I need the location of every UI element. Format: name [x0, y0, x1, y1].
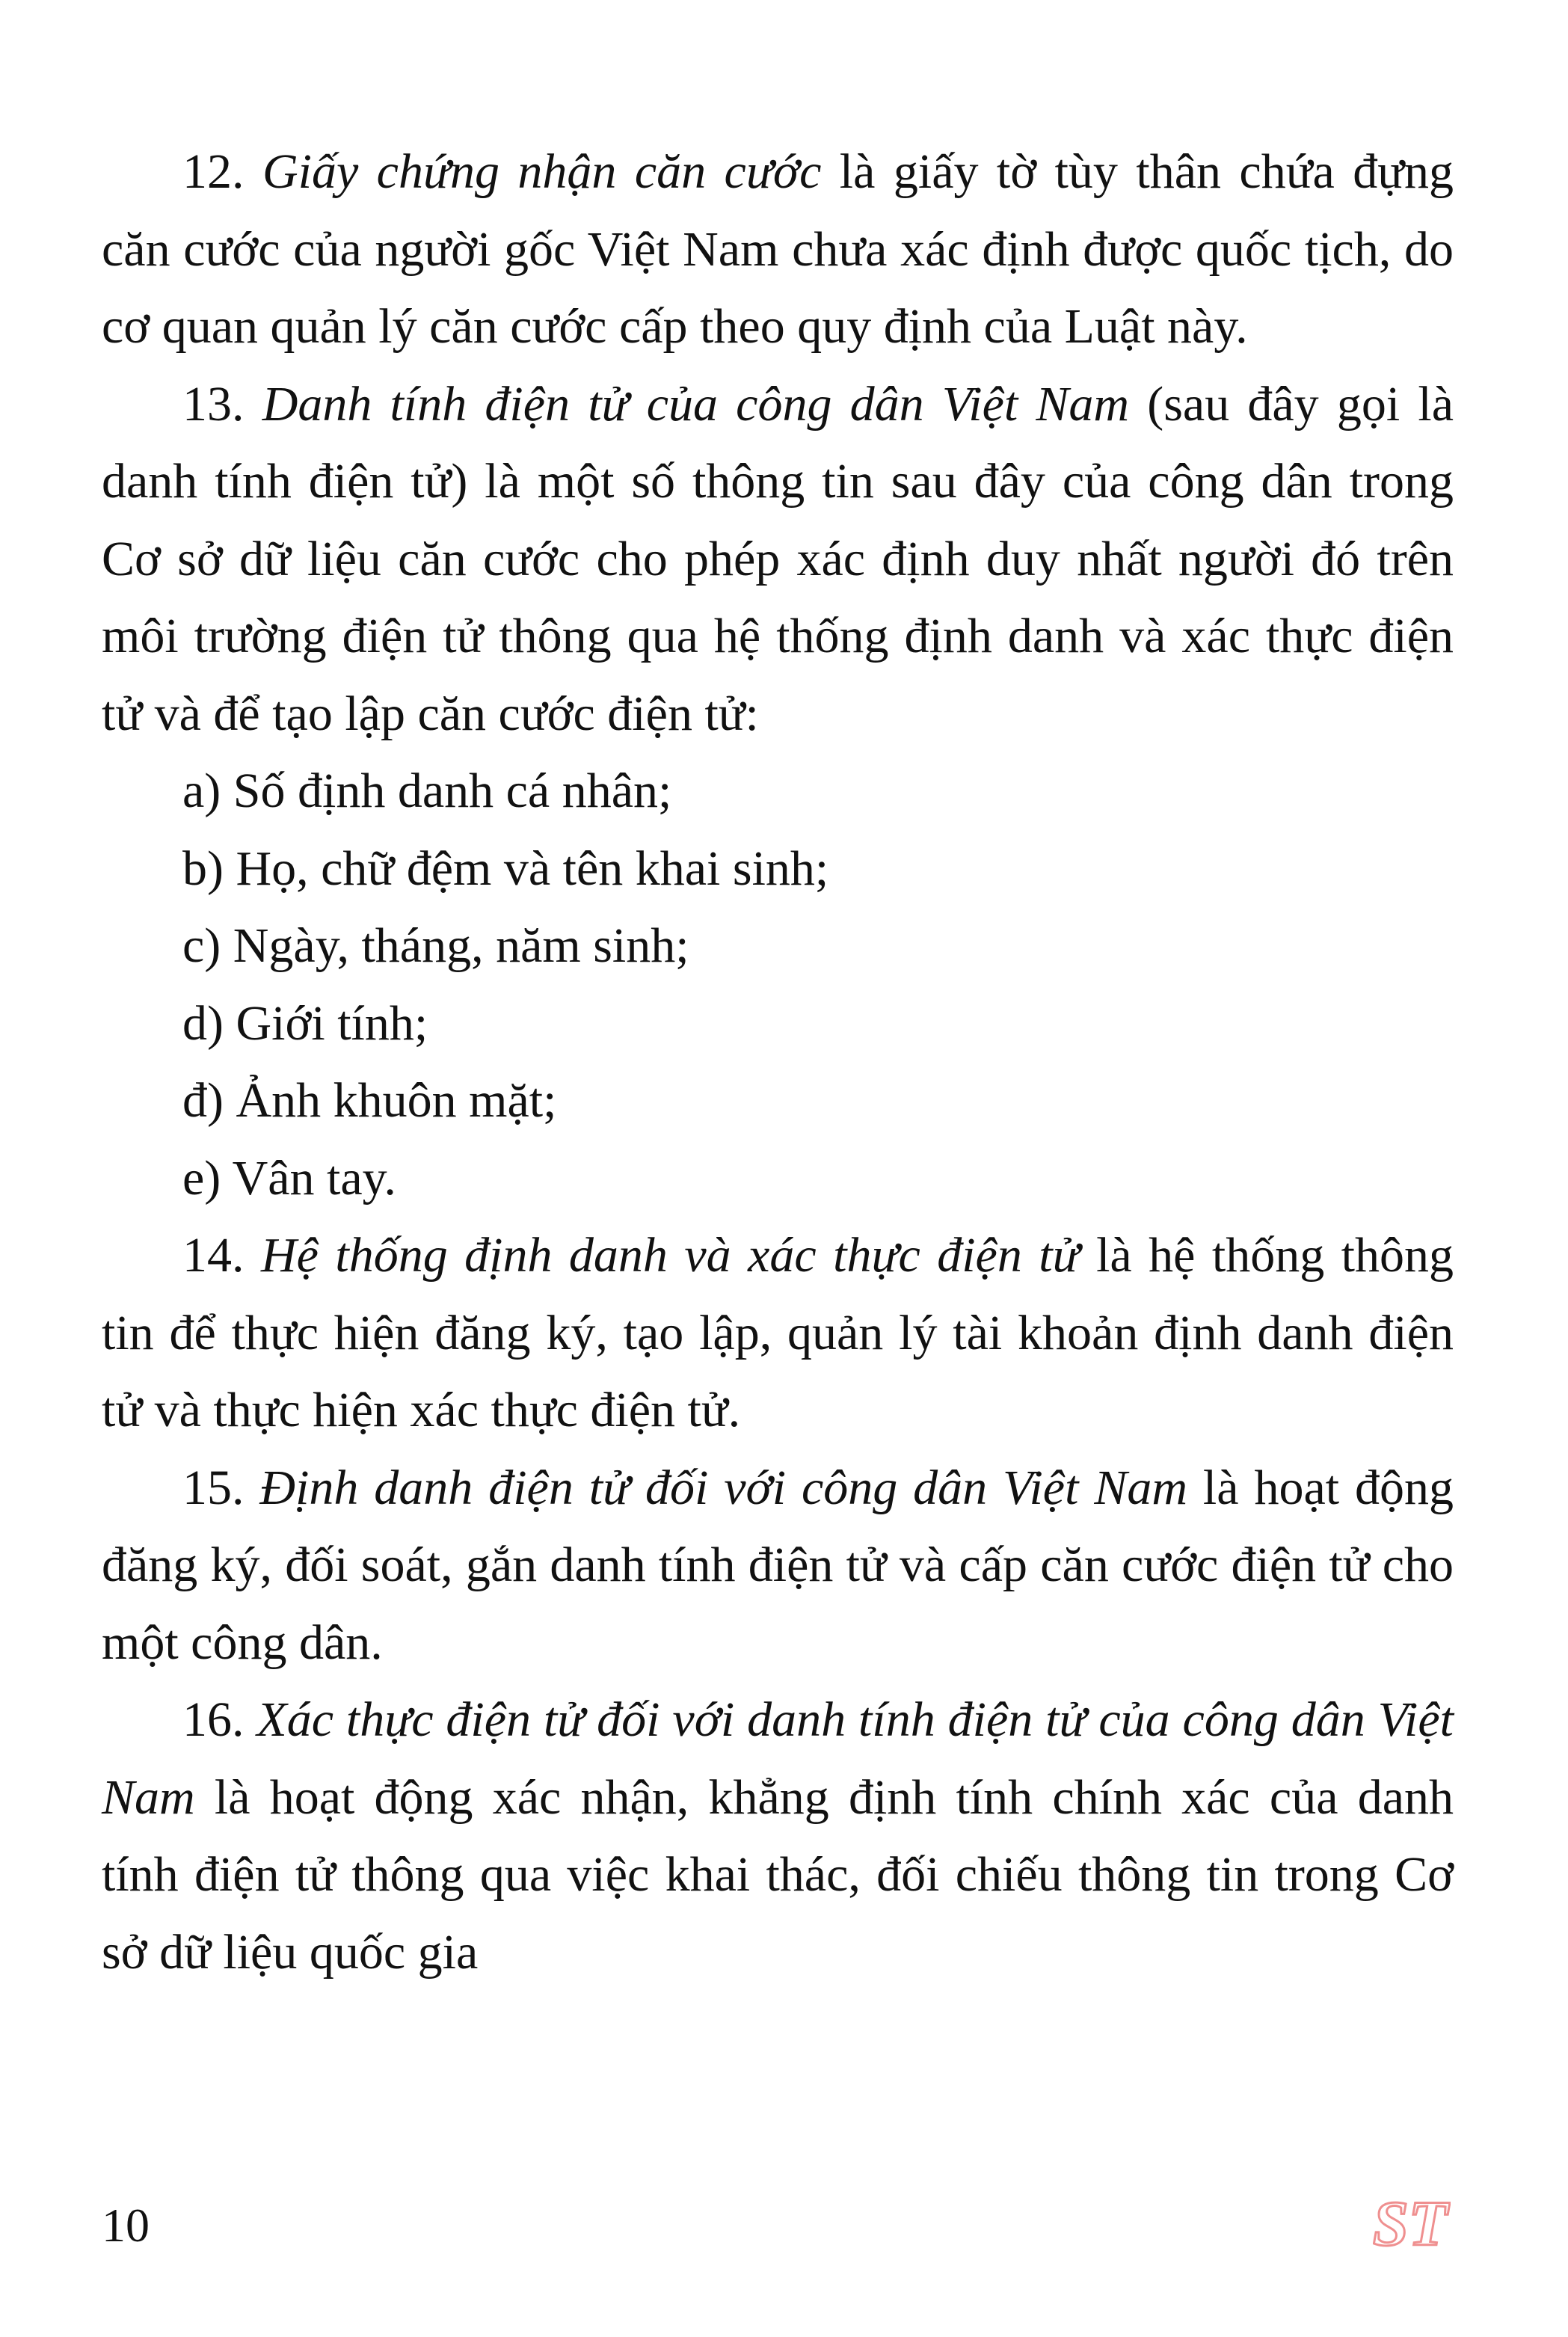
- list-item: c) Ngày, tháng, năm sinh;: [182, 918, 689, 973]
- definition-text: là hệ thống thông tin để thực hiện đăng ký, tạo lập, quản lý tài khoản định danh điện tử và thực hiện xác thực điện tử.: [102, 1228, 1454, 1437]
- definition-text: là giấy tờ tùy thân chứa đựng căn cước của người gốc Việt Nam chưa xác định được quốc tịch, do cơ quan quản lý căn cước cấp theo quy định của Luật này.: [102, 144, 1454, 354]
- list-item: d) Giới tính;: [182, 995, 428, 1051]
- definition-number: 13.: [182, 376, 262, 432]
- definition-text: là hoạt động xác nhận, khẳng định tính chính xác của danh tính điện tử thông qua việc khai thác, đối chiếu thông tin trong Cơ sở dữ liệu quốc gia: [102, 1769, 1454, 1980]
- page-number: 10: [102, 2199, 150, 2252]
- defined-term: Định danh điện tử đối với công dân Việt Nam: [259, 1460, 1188, 1515]
- defined-term: Danh tính điện tử của công dân Việt Nam: [262, 376, 1130, 432]
- list-item: e) Vân tay.: [182, 1150, 396, 1206]
- definition-text: (sau đây gọi là danh tính điện tử) là một số thông tin sau đây của công dân trong Cơ sở dữ liệu căn cước cho phép xác định duy nhất người đó trên môi trường điện tử thông qua hệ thống định danh và xác thực điện tử và để tạo lập căn cước điện tử:: [102, 376, 1454, 741]
- list-item: b) Họ, chữ đệm và tên khai sinh;: [182, 841, 829, 896]
- publisher-logo-text: ST: [1373, 2191, 1448, 2254]
- definition-number: 15.: [182, 1460, 260, 1515]
- definition-15: [102, 1449, 1454, 1682]
- defined-term: Hệ thống định danh và xác thực điện tử: [260, 1228, 1080, 1283]
- definition-14: [102, 1217, 1454, 1449]
- document-body: [102, 133, 1454, 1991]
- definition-number: 12.: [182, 144, 262, 199]
- definition-12: [102, 133, 1454, 366]
- definition-16: [102, 1681, 1454, 1991]
- definition-number: 16.: [182, 1692, 257, 1747]
- publisher-logo-icon: [1373, 2191, 1451, 2254]
- defined-term: Giấy chứng nhận căn cước: [262, 144, 822, 199]
- definition-text: là hoạt động đăng ký, đối soát, gắn danh tính điện tử và cấp căn cước điện tử cho một công dân.: [102, 1460, 1454, 1670]
- list-item: a) Số định danh cá nhân;: [182, 764, 672, 818]
- list-item: đ) Ảnh khuôn mặt;: [182, 1073, 557, 1128]
- defined-term: Xác thực điện tử đối với danh tính điện tử của công dân Việt Nam: [102, 1692, 1454, 1825]
- definition-13: [102, 366, 1454, 753]
- definition-number: 14.: [182, 1228, 261, 1283]
